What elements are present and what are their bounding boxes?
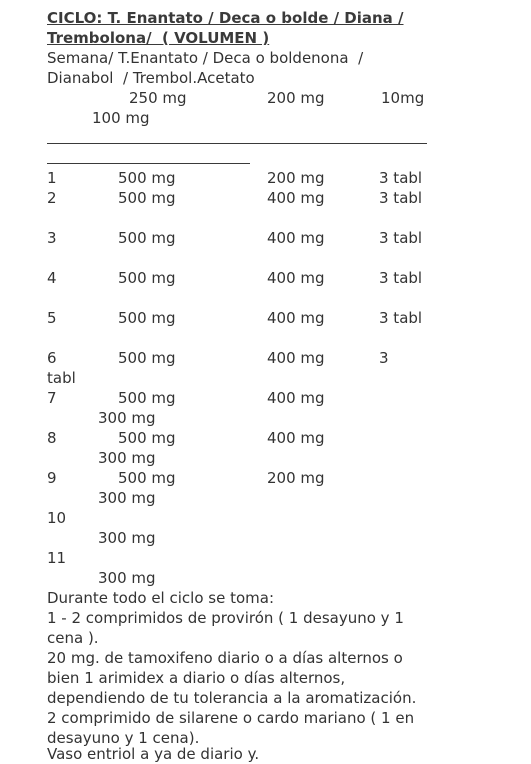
base-dose-trembol: 100 mg [92,109,150,127]
week-trembol-dose: 300 mg [98,409,156,427]
week-dianabol-dose: 3 tabl [379,309,423,327]
week-enantato-dose: 500 mg [118,169,176,187]
week-enantato-dose: 500 mg [118,269,176,287]
week-deca-dose: 400 mg [267,189,325,207]
week-dianabol-dose: 3 tabl [379,229,423,247]
week-number: 6 [47,349,57,367]
column-header-line-1: Semana/ T.Enantato / Deca o boldenona / [47,49,364,67]
week-enantato-dose: 500 mg [118,229,176,247]
note-line: Durante todo el ciclo se toma: [47,589,274,607]
base-dose-deca: 200 mg [267,89,325,107]
week-number: 3 [47,229,57,247]
week-deca-dose: 400 mg [267,389,325,407]
column-header-line-2: Dianabol / Trembol.Acetato [47,69,255,87]
week-number: 5 [47,309,57,327]
week-number: 10 [47,509,67,527]
week-number: 8 [47,429,57,447]
week-deca-dose: 400 mg [267,429,325,447]
week-enantato-dose: 500 mg [118,349,176,367]
week-trembol-dose: 300 mg [98,569,156,587]
week-number: 9 [47,469,57,487]
note-line: bien 1 arimidex a diario o días alternos, [47,669,346,687]
week-number: 2 [47,189,57,207]
week-trembol-dose: 300 mg [98,529,156,547]
note-line: cena ). [47,629,99,647]
note-line-clipped: Vaso entriol a ya de diario y. [47,745,260,763]
week-number: 4 [47,269,57,287]
week-number: 11 [47,549,67,567]
week-trembol-dose: 300 mg [98,489,156,507]
week-deca-dose: 400 mg [267,269,325,287]
week-deca-dose: 200 mg [267,169,325,187]
week-number: 7 [47,389,57,407]
week-enantato-dose: 500 mg [118,389,176,407]
week-enantato-dose: 500 mg [118,469,176,487]
week-dianabol-dose: 3 tabl [379,189,423,207]
note-line: desayuno y 1 cena). [47,729,200,747]
week-number: 1 [47,169,57,187]
week-deca-dose: 400 mg [267,229,325,247]
week-dianabol-dose: 3 tabl [379,169,423,187]
note-line: 2 comprimido de silarene o cardo mariano ( 1 en [47,709,415,727]
separator-rule-long [47,143,427,144]
base-dose-enantato: 250 mg [129,89,187,107]
base-dose-dianabol: 10mg [381,89,425,107]
week-enantato-dose: 500 mg [118,189,176,207]
week-dianabol-dose-wrap: tabl [47,369,76,387]
week-dianabol-dose: 3 tabl [379,269,423,287]
note-line: dependiendo de tu tolerancia a la aromatización. [47,689,417,707]
week-deca-dose: 400 mg [267,349,325,367]
week-trembol-dose: 300 mg [98,449,156,467]
week-enantato-dose: 500 mg [118,309,176,327]
note-line: 1 - 2 comprimidos de provirón ( 1 desayuno y 1 [47,609,404,627]
note-line: 20 mg. de tamoxifeno diario o a días alternos o [47,649,403,667]
separator-rule-short [47,163,250,164]
cycle-title-line-2: Trembolona/ ( VOLUMEN ) [47,29,270,47]
week-dianabol-dose: 3 [379,349,389,367]
week-deca-dose: 400 mg [267,309,325,327]
cycle-title-line-1: CICLO: T. Enantato / Deca o bolde / Diana / [47,9,404,27]
week-enantato-dose: 500 mg [118,429,176,447]
week-deca-dose: 200 mg [267,469,325,487]
